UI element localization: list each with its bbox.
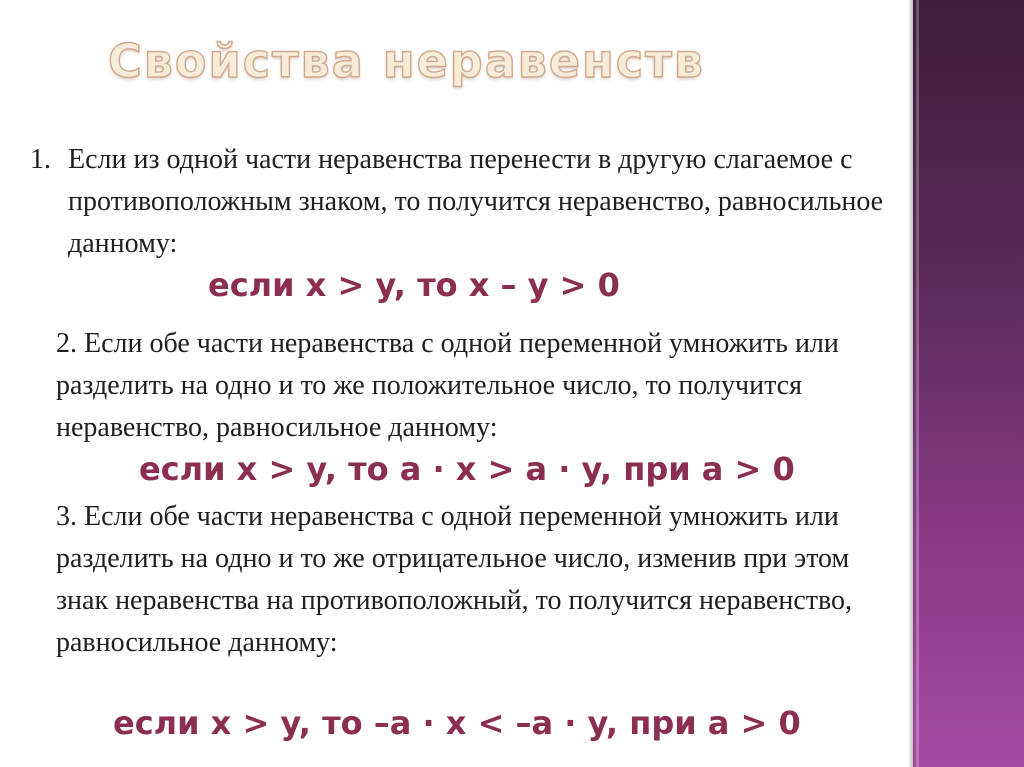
property-1-number: 1.	[30, 144, 51, 175]
property-3-text: 3. Если обе части неравенства с одной переменной умножить или разделить на одно и то же отрицательное число, изменив при этом знак неравенства на противоположный, то получится неравенство, равносильное данному:	[56, 501, 853, 658]
property-2-text: 2. Если обе части неравенства с одной переменной умножить или разделить на одно и то же положительное число, то получится неравенство, равносильное данному:	[56, 328, 839, 443]
property-2-formula: если x > y, то a · x > a · y, при a > 0	[139, 450, 795, 488]
property-1-text: Если из одной части неравенства перенести в другую слагаемое с противоположным знаком, то получится неравенство, равносильное данному:	[68, 144, 884, 259]
decorative-side-stripe	[913, 0, 1024, 767]
slide-title: Свойства неравенств	[108, 34, 705, 88]
property-1-formula: если x > y, то x – y > 0	[208, 266, 620, 304]
stripe-highlight-line	[916, 0, 919, 767]
property-3-formula: если x > y, то –a · x < –a · y, при a > 0	[113, 704, 801, 742]
